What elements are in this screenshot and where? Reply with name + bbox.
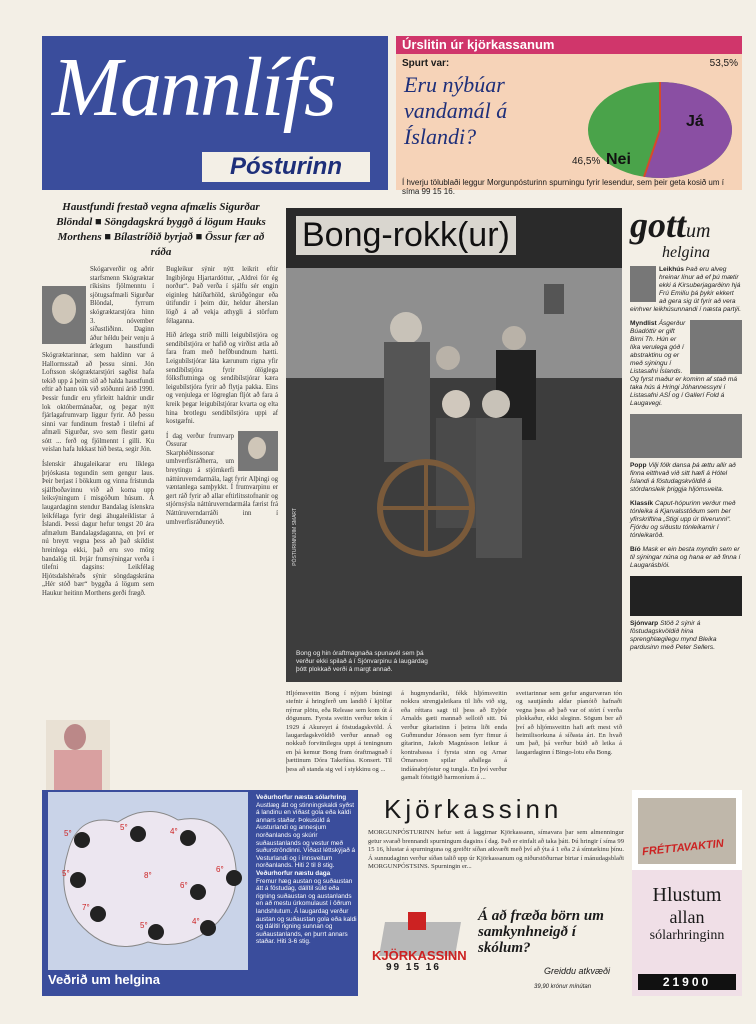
weather-map (48, 792, 248, 970)
kjor-vote: Greiddu atkvæði (544, 966, 611, 976)
masthead-title: Mannlífs (52, 41, 335, 134)
feature-body-col2: á hugmyndaríki, fékk hljómsveitin nokkra strengjaleikara til liðs við sig, eða réttara sagt til þess að Eyþór Arnalds gæti mannað selloið sitt. Þá verður gítaristinn í þeirra liði enda Guðmundur Jónsson sem fyrr fimur á gítarinn, Jakob Magnússon leikur á kontrabassa í fyrsta sinn og Arnar Ómarsson spilar aðallega á indíánabrjóstur og tungla. En því verður gamalt fótstigið harmoníum á ... (401, 690, 507, 782)
guide-item-klassik (630, 500, 742, 540)
forecast-heading-1: Veðurhorfur næsta sólarhring (256, 794, 347, 801)
feature-photo (286, 208, 622, 682)
temp-0: 5° (64, 829, 72, 838)
guide-item-popp (630, 462, 742, 494)
guide-subtitle: helgina (662, 244, 710, 261)
poll-note: Í hverju tölublaði leggur Morgunpósturinn spurningu fyrir lesendur, sem þeir geta kosið um í síma 99 15 16. (402, 178, 724, 196)
ballot-box (372, 912, 468, 972)
article-taxi: Hið árlega stríð milli leigubílstjóra og sendibílstjóra er hafið og virðist ætla að fara fram með hefðbundnum hætti. Leigubílstjórar láta kærunum rigna yfir sendibílstjóra fyrir ólöglega fólksflutninga og sendibílstjórar kæra leigubílstjóra fyrir að flytja pakka. Eins og venjulega er lögreglan fljót að fara á kreik þegar leigubílstjórar kvarta og elta hina brotlegu sendibílstjóra uppi af kostgæfni. (166, 332, 278, 426)
temp-8: 4° (192, 917, 200, 926)
temp-2: 4° (170, 827, 178, 836)
forecast-heading-2: Veðurhorfur næstu daga (256, 869, 331, 877)
poll-question: Eru nýbúar vandamál á Íslandi? (404, 72, 508, 149)
minister-photo (238, 431, 278, 471)
temp-5: 6° (180, 881, 188, 890)
guide-item-myndlist (630, 320, 742, 408)
guide-item-sjonvarp (630, 620, 742, 652)
guide-items (630, 266, 742, 652)
guide-item-label: Bíó (630, 546, 641, 553)
kjor-text: MORGUNPÓSTURINN hefur sett á laggirnar Kjörkassann, símavara þar sem almenningur getur svarað brennandi spurningum dagsins í dag. Það er einfalt að taka þátt. Þú hringir í síma 99 15 16, hlustar á spurninguna og greiðir síðan atkvæði með því að ýta á 1 eða 2 á símtækinu þínu. Á sunnudaginn verður síðan talið upp úr Kjörkassanum og niðurstöðurnar birtar í mánudagsblaði MORGUNPÓSTSINS. Spurningin er... (368, 829, 625, 871)
kjor-price: 39,90 krónur mínútan (534, 984, 592, 990)
photo-credit: PÓSTURINN/JIM SMART (292, 508, 298, 566)
frett-panel (632, 870, 742, 996)
forecast-text-1: Austlæg átt og stinningskaldi syðst á landinu en víðast gola eða kaldi annars staðar. Þokusúld á Austurlandi og annesjum norðanlands og skúrir suðaustanlands og vestur með suðurströndinni. Víðast léttskýjað á Vesturlandi og í innsveitum norðanlands. Hiti 2 til 8 stig. (256, 801, 356, 870)
feature-body (286, 690, 622, 780)
frett-phone: 21900 (638, 974, 736, 990)
poll-pie-chart (586, 80, 734, 180)
guide-title-main: gott (630, 205, 687, 245)
weather-title: Veðrið um helgina (48, 972, 160, 987)
temp-6: 7° (82, 903, 90, 912)
frett-logo: FRÉTTAVAKTIN (641, 837, 725, 859)
guide-item-label: Sjónvarp (630, 620, 659, 627)
poll-label: Spurt var: (402, 58, 450, 69)
weekend-guide (630, 205, 742, 778)
pie-no-label: Nei (606, 151, 631, 168)
article-forestry: Skógarverðir og aðrir starfsmenn Skógræktar ríkisins fjölmenntu í sjötugsafmæli Sigurðar Blöndal, fyrrum skógræktarstjóra hinn 3. nóvember síðastliðinn. Daginn áður héldu þeir venju á árlegum haustfundi Skógræktarinnar, sem haldinn var á Hallormsstað að þessu sinni. Jón Loftsson skógræktarstjóri sagðist hafa tekið upp á þeim sið að halda haustfundi eftir að hann tók við stöðunni árið 1990. Þessir fundir eru yfirleitt haldnir undir lok októbermánaðar, og þegar nýtt fjárlagafrumvarp liggur fyrir. Að þessu sinni var fundinum frestað í tilefni af afmæli Sigurðar, svo sem flestir gætu sótt ... ferð og fjölmennt í gilli. Ku veislan hafa lukkast hið besta, segir Jón. (42, 266, 154, 454)
guide-item-text: Það eru alveg hreinar línur að ef þú mætir ekki á Kirsuberjagarðinn hjá Frú Emilíu þá þykir ekkert að gera sig út fyrir að vera einhver leikhúsunnandi í næsta partýi. (630, 266, 742, 313)
guide-item-leikhus (630, 266, 742, 314)
guide-item-text: Stöð 2 sýnir á föstudagskvöldið hina sprenghlægilegu mynd Bleika pardusinn með Peter Sellers. (630, 620, 717, 651)
frett-text-3: sólarhringinn (649, 928, 725, 943)
left-subcolumn-2 (166, 266, 278, 776)
frettavaktin-ad (632, 790, 742, 996)
guide-item-label: Klassík (630, 500, 654, 507)
feature-body-col1: Hljómsveitin Bong í nýjum búningi stefnir á hringferð um landið í kjölfar nýrrar plötu, eða Release sem kom út á dögunum. Fyrsta sveitin verður tekin í 1929 á Akureyri á föstudagskvöld. Á laugardagskvöldið verður annað og nokkuð forvitnilegra uppi á teningnum en þá kemur Bong fram óraftmagnað í þættinum Dóra Takefúsa. Konsert. Til þess að standa sig vel í stykkinu og ... (286, 690, 392, 773)
temp-3: 6° (216, 865, 224, 874)
sellers-photo (630, 576, 742, 616)
feature-caption: Bong og hin óraftmagnaða spunavél sem þá verður ekki spilað á í Sjónvarpinu á laugardag þótt plokkað verði á margt annað. (296, 650, 428, 673)
kjor-title: Kjörkassinn (384, 794, 563, 824)
kjorkassinn-ad (364, 790, 628, 996)
poll-header: Úrslitin úr kjörkassanum (396, 36, 742, 54)
frett-text-1: Hlustum (652, 884, 722, 906)
pie-yes-label: Já (686, 113, 704, 130)
temp-4: 5° (62, 869, 70, 878)
kjor-phone: 99 15 16 (386, 962, 441, 973)
guide-item-text: Ásgerður Búadóttir er gift Birni Th. Hún er líka verulega góð í abstraktinu og er með sýningu í Listasafni Íslands. Og fyrst maður er kominn af stað má taka hús á Hringi Jóhannessyni í Listasafni ASÍ og í Gallerí Fold á Laugavegi. (630, 320, 738, 407)
left-kicker: Haustfundi frestað vegna afmælis Sigurðar Blöndal ■ Söngdagskrá byggð á lögum Hauks Morthens ■ Bílastríðið byrjað ■ Össur fær að ráða (56, 201, 266, 258)
guide-item-text: Vilji fólk dansa þá ættu allir að finna eitthvað við sitt hæfi á Hótel Íslandi á föstudagskvöldið á stórdansleik þriggja hljómsveita. (630, 462, 736, 493)
guide-item-bio (630, 546, 742, 570)
poll-yes-pct: 53,5% (709, 58, 738, 69)
feature-title: Bong-rokk(ur) (296, 216, 516, 255)
poll-no-pct: 46,5% (572, 156, 601, 167)
masthead-publisher: Pósturinn (202, 152, 370, 182)
article-theatre: Íslenskir áhugaleikarar eru líklega þrjóskasta tegundin sem gengur laus. Þeir berjast í bökkum og vinna frístunda sjálfboðavinnu við að koma upp leiksýningum í misgóðum húsum. Á laugardaginn stendur Bandalag íslenskra leikfélaga fyrir degi áhugaleiklistar á Íslandi. Þessi dagur hefur tengst 20 ára afmælum Bandalagsdaganna, en því er nú breytt vegna þess að það skildist hreinlega ekki, það eru svo mörg bandalög til. Þrjár frumsýningar verða í tilefni dagsins: Leikfélag Hjótsdalshéraðs sýnir söngdagskrána „Hér stóð bær“ byggða á lögum sem Haukur heitinn Morthens gerði frægð. (42, 461, 154, 597)
weather-forecast (256, 794, 358, 946)
temp-1: 5° (120, 823, 128, 832)
band-photo (286, 208, 622, 682)
left-news-column (42, 200, 280, 778)
guide-item-label: Leikhús (659, 266, 684, 273)
guide-item-text: Caput-hópurinn verður með tónleika á Kjarvalsstöðum sem ber yfirskriftina „Stigi upp úr tilverunni“. Fjórðu og síðustu tónleikarnir í tónleikaröð. (630, 500, 736, 539)
temp-7: 5° (140, 921, 148, 930)
forecast-text-2: Fremur hæg austan og suðaustan átt á föstudag, dálítil súld eða rigning suðaustan og austanlands en að mestu úrkomulaust í öðrum landshlutum. Á laugardag verður austan og suðaustan gola eða kaldi og dálítil rigning sunnan og suðaustanlands, en þurrt annars staðar. Hiti 3-6 stig. (256, 877, 357, 946)
guide-title (630, 205, 742, 248)
portrait-photo (42, 286, 86, 344)
left-subcolumn-1 (42, 266, 154, 776)
guide-item-label: Popp (630, 462, 647, 469)
feature-body-col3: sveitarinnar sem gefur angurværan tón og sautjándu aldar píanóið hafnaði vegna þess að það var of stórt í verða plokkaður, ekki sleginn. Sögum ber að því að hljómsveitin hafi æft mest við heimilisorkuna á síðasta ári. En hvað um það, þá verður búið að leika á laugardaginn í Bingo-lotu eða Bong. (516, 690, 622, 756)
pop-band-photo (630, 414, 742, 458)
frett-text-2: allan (669, 907, 705, 927)
kjor-question: Á að fræða börn um samkynhneigð í skólum? (478, 908, 604, 956)
guide-item-label: Myndlist (630, 320, 657, 327)
poll-results (396, 36, 742, 196)
temp-9: 8° (144, 871, 152, 880)
guide-title-small: um (686, 220, 711, 242)
article-play: Bugleikur sýnir nýtt leikrit eftir Ingibjörgu Hjartardóttur, „Aldrei fór ég norður“. Það verða í sjálfu sér engin eiginleg hátíðarhöld, skrúðgöngur eða útifundir í þeim dúr, heldur áherslan lögð á að vekja athygli á störfum félaganna. (166, 266, 278, 325)
guide-item-text: Mask er ein besta myndin sem er til sýningar núna og hana er að finna í Laugarásbíói. (630, 546, 741, 569)
article-environment: Í dag verður frumvarp Össurar Skarphéðinssonar umhverfisráðherra, um breytingu á stjórnkerfi náttúruverndarmála, lagt fyrir Alþingi og væntanlega samþykkt. Í frumvarpinu er gert ráð fyrir að allar eftirlitsstofnanir og stjórnsýsla náttúruverndarmála færist frá Náttúruverndarráði inn í umhverfisráðuneytið. (166, 432, 278, 526)
ballot-box-label: KJÖRKASSINN (372, 948, 467, 963)
masthead (42, 36, 388, 190)
